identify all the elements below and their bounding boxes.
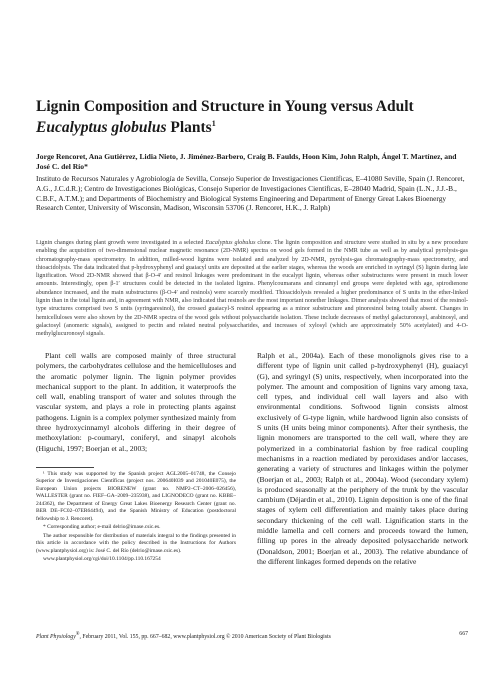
registered-mark: ® xyxy=(75,632,80,637)
footnote-doi-link[interactable]: www.plantphysiol.org/cgi/doi/10.1104/pp.110.167254 xyxy=(43,555,161,562)
abstract-species: Eucalyptus globulus xyxy=(205,240,256,246)
affiliations: Instituto de Recursos Naturales y Agrobiología de Sevilla, Consejo Superior de Investigaciones Científicas, E–41080 Seville, Spain (J. Rencoret, A.G., J.C.d.R.); Centro de Investigaciones Biológicas, Consejo Superior de Investigaciones Científicas, E–28040 Madrid, Spain (L.N., J.J.-B., C.B.F., A.T.M.); and Departments of Biochemistry and Biological Systems Engineering and Department of Energy Great Lakes Bioenergy Research Center, University of Wisconsin, Madison, Wisconsin 53706 (J. Rencoret, H.K., J. Ralph) xyxy=(36,174,465,213)
article-title xyxy=(36,98,468,136)
citation-text: , February 2011, Vol. 155, pp. 667–682, www.plantphysiol.org © 2010 American Society of Plant Biologists xyxy=(79,633,331,640)
title-line-1: Lignin Composition and Structure in Young versus Adult xyxy=(36,98,414,115)
title-species: Eucalyptus globulus xyxy=(36,119,167,136)
abstract xyxy=(36,239,468,339)
title-footnote-mark: 1 xyxy=(211,119,216,128)
body-right-column: Ralph et al., 2004a). Each of these monolignols gives rise to a different type of lignin unit called p-hydroxyphenyl (H), guaiacyl (G), and syringyl (S) units, respectively, when incorporated into the polymer. The amount and composition of lignins vary among taxa, cell types, and individual cell wall layers and also with environmental conditions. Softwood lignin consists almost exclusively of G-type lignin, while hardwood lignin also consists of S units (H units being minor components). After their synthesis, the lignin monomers are transported to the cell wall, where they are polymerized in a combinatorial fashion by free radical coupling mechanisms in a reaction mediated by peroxidases and/or laccases, generating a variety of structures and linkages within the polymer (Boerjan et al., 2003; Ralph et al., 2004a). Wood (secondary xylem) is produced seasonally at the periphery of the trunk by the vascular cambium (Déjardin et al., 2010). Lignin deposition is one of the final stages of xylem cell differentiation and mainly takes place during secondary thickening of the cell wall. Lignification starts in the middle lamella and cell corners and proceeds toward the lumen, filling up pores in the already deposited polysaccharide network (Donaldson, 2001; Boerjan et al., 2003). The relative abundance of the different linkages formed depends on the relative xyxy=(257,351,468,566)
body-left-column: Plant cell walls are composed mainly of three structural polymers, the carbohydrates cellulose and the hemicelluloses and the aromatic polymer lignin. The lignin polymer provides mechanical support to the plant. In addition, it waterproofs the cell wall, enabling transport of water and solutes through the vascular system, and plays a role in protecting plants against pathogens. Lignin is a complex polymer synthesized mainly from three hydroxycinnamyl alcohols differing in their degree of methoxylation: p-coumaryl, coniferyl, and sinapyl alcohols (Higuchi, 1997; Boerjan et al., 2003; xyxy=(36,351,236,453)
abstract-text-2: clone. The lignin composition and structure were studied in situ by a new procedure enabling the acquisition of two-dimensional nuclear magnetic resonance (2D-NMR) spectra on wood gels formed in the NMR tube as well as by analytical pyrolysis-gas chromatography-mass spectrometry. In addition, milled-wood lignins were isolated and analyzed by 2D-NMR, pyrolysis-gas chromatography-mass spectrometry, and thioacidolysis. The data indicated that p-hydroxyphenyl and guaiacyl units are deposited at the earlier stages, whereas the woods are enriched in syringyl (S) lignin during late lignification. Wood 2D-NMR showed that β-O-4′ and resinol linkages were predominant in the eucalypt lignin, whereas other substructures were present in much lower amounts. Interestingly, open β-1′ structures could be detected in the isolated lignins. Phenylcoumarans and cinnamyl end groups were depleted with age, spirodienone abundance increased, and the main substructures (β-O-4′ and resinols) were scarcely modified. Thioacidolysis revealed a higher predominance of S units in the ether-linked lignin than in the total lignin and, in agreement with NMR, also indicated that resinols are the most important nonether linkages. Dimer analysis showed that most of the resinol-type structures comprised two S units (syringaresinol), the crossed guaiacyl-S resinol appearing as a minor substructure and pinoresinol being totally absent. Changes in hemicelluloses were also shown by the 2D-NMR spectra of the wood gels without polysaccharide isolation. These include decreases of methyl galacturonosyl, arabinosyl, and galactosyl (anomeric signals), assigned to pectin and related neutral polysaccharides, and increases of xylosyl (which are approximately 50% acetylated) and 4-O-methylglucuronosyl signals. xyxy=(36,240,469,338)
journal-citation xyxy=(36,631,331,641)
footnote-divider xyxy=(36,467,94,468)
footnote-corresponding-author: * Corresponding author; e-mail delrio@irnase.csic.es. xyxy=(43,524,161,531)
title-plants: Plants xyxy=(170,119,212,136)
author-list: Jorge Rencoret, Ana Gutiérrez, Lidia Nieto, J. Jiménez-Barbero, Craig B. Faulds, Hoon Kim, John Ralph, Ángel T. Martínez, and José C. del Río* xyxy=(36,152,457,171)
footnote-funding: ¹ This study was supported by the Spanish project AGL2005–01748, the Consejo Superior de Investigaciones Científicas (project nos. 200640I039 and 201040E075), the European Union projects BIORENEW (grant no. NMP2–CT–2006–026456), WALLESTER (grant no. FIEF–GA–2009–235938), and LIGNODECO (grant no. KBBE–244362), the Department of Energy Great Lakes Bioenergy Research Center (grant no. BER DE–FC02–07ER64494), and the Spanish Ministry of Education (postdoctoral fellowship to J. Rencoret). xyxy=(36,471,236,522)
page-number: 667 xyxy=(459,631,468,637)
footnotes xyxy=(36,471,236,564)
journal-name: Plant Physiology xyxy=(36,633,76,640)
abstract-text-1: Lignin changes during plant growth were investigated in a selected xyxy=(36,240,206,246)
footnote-responsible-author: The author responsible for distribution of materials integral to the findings presented in this article in accordance with the policy described in the Instructions for Authors (www.plantphysiol.org) is: José C. del Río (delrio@irnase.csic.es). xyxy=(36,532,236,554)
